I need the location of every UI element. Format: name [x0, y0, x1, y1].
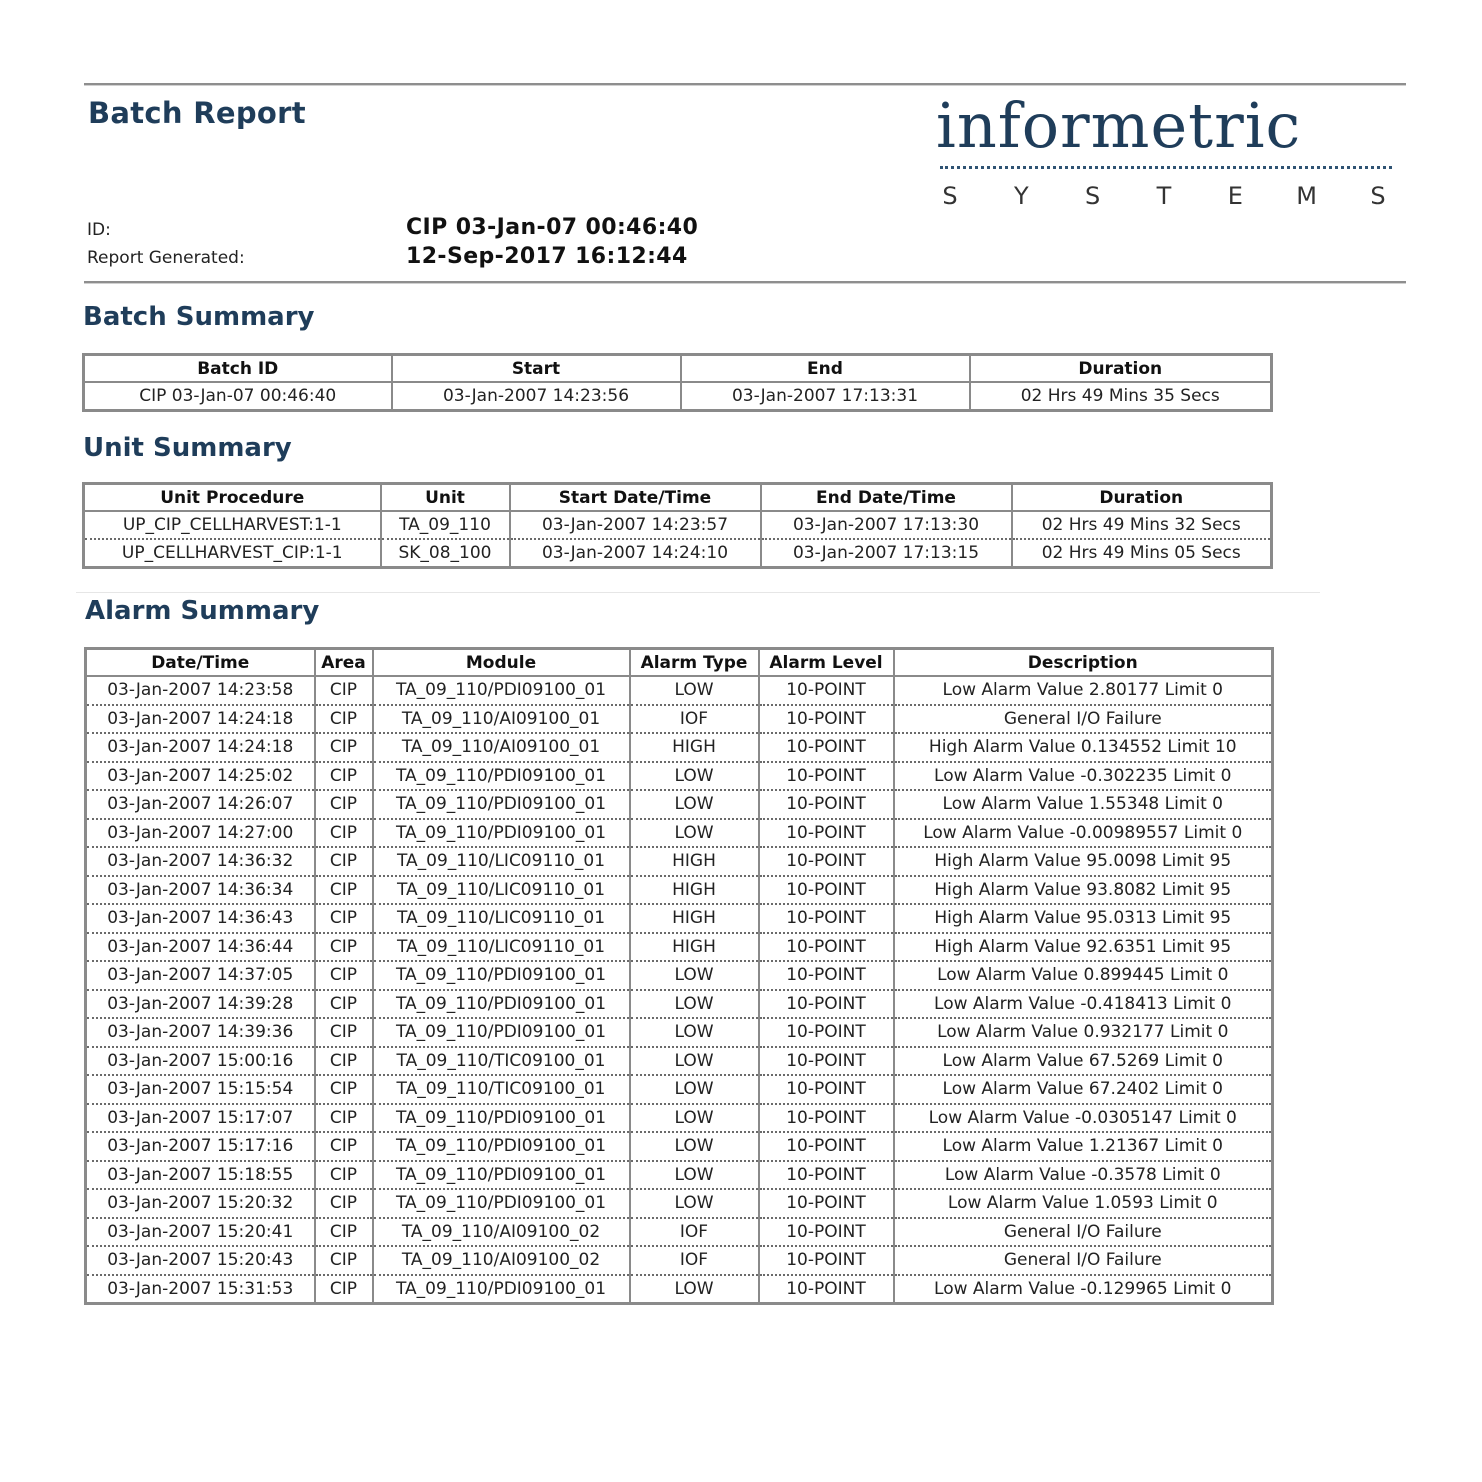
header-top-rule [84, 83, 1406, 85]
alarm-cell: Low Alarm Value -0.0305147 Limit 0 [894, 1104, 1273, 1133]
alarm-column-header: Description [894, 649, 1273, 677]
table-row [86, 1047, 1273, 1076]
alarm-cell: Low Alarm Value 67.5269 Limit 0 [894, 1047, 1273, 1076]
alarm-cell: Low Alarm Value -0.302235 Limit 0 [894, 762, 1273, 791]
alarm-cell: CIP [315, 1104, 373, 1133]
table-row [86, 904, 1273, 933]
alarm-cell: TA_09_110/TIC09100_01 [373, 1047, 630, 1076]
alarm-cell: CIP [315, 1275, 373, 1304]
alarm-cell: HIGH [630, 733, 759, 762]
alarm-cell: HIGH [630, 876, 759, 905]
alarm-cell: CIP [315, 819, 373, 848]
alarm-cell: 03-Jan-2007 15:20:43 [86, 1246, 315, 1275]
logo-letter: S [942, 182, 958, 210]
table-row [86, 847, 1273, 876]
alarm-cell: TA_09_110/PDI09100_01 [373, 1189, 630, 1218]
logo-wordmark: informetric [936, 89, 1302, 162]
alarm-cell: TA_09_110/AI09100_02 [373, 1218, 630, 1247]
alarm-cell: High Alarm Value 0.134552 Limit 10 [894, 733, 1273, 762]
alarm-cell: TA_09_110/LIC09110_01 [373, 847, 630, 876]
alarm-cell: LOW [630, 762, 759, 791]
alarm-cell: CIP [315, 990, 373, 1019]
alarm-cell: TA_09_110/PDI09100_01 [373, 1275, 630, 1304]
table-row [86, 1189, 1273, 1218]
alarm-cell: Low Alarm Value 0.932177 Limit 0 [894, 1018, 1273, 1047]
alarm-summary-title: Alarm Summary [85, 596, 320, 626]
alarm-cell: LOW [630, 990, 759, 1019]
logo-dotted-line [940, 166, 1392, 169]
alarm-cell: CIP [315, 933, 373, 962]
alarm-cell: High Alarm Value 95.0098 Limit 95 [894, 847, 1273, 876]
alarm-cell: 10-POINT [759, 762, 894, 791]
alarm-cell: 03-Jan-2007 14:27:00 [86, 819, 315, 848]
table-row [86, 876, 1273, 905]
alarm-cell: LOW [630, 1189, 759, 1218]
logo-letter: S [1085, 182, 1101, 210]
alarm-cell: TA_09_110/PDI09100_01 [373, 1104, 630, 1133]
alarm-cell: 10-POINT [759, 733, 894, 762]
alarm-cell: 03-Jan-2007 15:17:16 [86, 1132, 315, 1161]
table-row [86, 790, 1273, 819]
table-row [86, 1275, 1273, 1304]
table-row [86, 733, 1273, 762]
alarm-cell: CIP [315, 1246, 373, 1275]
alarm-cell: TA_09_110/PDI09100_01 [373, 676, 630, 705]
alarm-cell: 03-Jan-2007 14:37:05 [86, 961, 315, 990]
alarm-cell: CIP [315, 1018, 373, 1047]
alarm-cell: 10-POINT [759, 1189, 894, 1218]
table-row [84, 511, 1272, 539]
table-row [86, 762, 1273, 791]
logo-subtitle [938, 182, 1390, 210]
unit-cell: 03-Jan-2007 14:23:57 [510, 511, 761, 539]
alarm-cell: 03-Jan-2007 15:00:16 [86, 1047, 315, 1076]
alarm-cell: CIP [315, 1161, 373, 1190]
alarm-column-header: Area [315, 649, 373, 677]
alarm-cell: 03-Jan-2007 15:31:53 [107, 1278, 294, 1299]
header-bottom-rule [84, 281, 1406, 283]
alarm-cell: 03-Jan-2007 14:39:28 [86, 990, 315, 1019]
alarm-cell: TA_09_110/PDI09100_01 [373, 990, 630, 1019]
logo-letter: M [1296, 182, 1317, 210]
unit-summary-table [82, 482, 1273, 569]
alarm-cell: 10-POINT [759, 1075, 894, 1104]
alarm-cell: LOW [630, 790, 759, 819]
unit-column-header: Duration [1012, 484, 1272, 512]
alarm-cell: TA_09_110/PDI09100_01 [373, 819, 630, 848]
alarm-cell: LOW [630, 1275, 759, 1304]
table-row [86, 676, 1273, 705]
alarm-cell: CIP [315, 705, 373, 734]
report-title: Batch Report [88, 96, 306, 130]
alarm-cell: High Alarm Value 92.6351 Limit 95 [894, 933, 1273, 962]
batch-cell: CIP 03-Jan-07 00:46:40 [139, 386, 337, 406]
table-row [86, 990, 1273, 1019]
batch-summary-title: Batch Summary [83, 302, 315, 332]
table-row [86, 1075, 1273, 1104]
logo-letter: E [1227, 182, 1243, 210]
table-row [86, 819, 1273, 848]
alarm-cell: 03-Jan-2007 14:36:44 [86, 933, 315, 962]
alarm-cell: 03-Jan-2007 14:23:58 [86, 676, 315, 705]
alarm-cell: LOW [630, 676, 759, 705]
alarm-cell: CIP [315, 676, 373, 705]
unit-cell: UP_CELLHARVEST_CIP:1-1 [121, 543, 343, 563]
alarm-cell: CIP [315, 876, 373, 905]
unit-column-header: End Date/Time [761, 484, 1012, 512]
alarm-cell: TA_09_110/AI09100_01 [373, 705, 630, 734]
alarm-cell: CIP [315, 904, 373, 933]
alarm-cell: TA_09_110/PDI09100_01 [373, 1018, 630, 1047]
alarm-cell: 10-POINT [759, 819, 894, 848]
alarm-cell: General I/O Failure [894, 1246, 1273, 1275]
alarm-cell: HIGH [630, 847, 759, 876]
unit-cell: UP_CIP_CELLHARVEST:1-1 [84, 511, 381, 539]
alarm-column-header: Alarm Level [759, 649, 894, 677]
alarm-header-row [86, 649, 1273, 677]
alarm-cell: Low Alarm Value -0.3578 Limit 0 [894, 1161, 1273, 1190]
alarm-cell: LOW [630, 1075, 759, 1104]
alarm-cell: IOF [630, 1246, 759, 1275]
alarm-cell: 10-POINT [759, 1246, 894, 1275]
table-row [86, 1104, 1273, 1133]
alarm-cell: CIP [315, 733, 373, 762]
alarm-cell: LOW [630, 1104, 759, 1133]
batch-column-header: Batch ID [84, 355, 392, 383]
alarm-column-header: Alarm Type [630, 649, 759, 677]
batch-column-header: Duration [970, 355, 1272, 383]
alarm-cell: Low Alarm Value 2.80177 Limit 0 [894, 676, 1273, 705]
batch-column-header: End [681, 355, 970, 383]
batch-cell: 02 Hrs 49 Mins 35 Secs [970, 382, 1272, 411]
report-generated-value: 12-Sep-2017 16:12:44 [406, 244, 688, 269]
alarm-cell: CIP [315, 1132, 373, 1161]
alarm-summary-table [84, 647, 1274, 1305]
alarm-cell: LOW [630, 961, 759, 990]
alarm-cell: 03-Jan-2007 15:18:55 [86, 1161, 315, 1190]
unit-header-row [84, 484, 1272, 512]
logo-letter: S [1370, 182, 1386, 210]
alarm-column-header: Module [373, 649, 630, 677]
alarm-cell: 10-POINT [759, 1104, 894, 1133]
table-row [86, 705, 1273, 734]
alarm-cell: IOF [630, 1218, 759, 1247]
alarm-cell: 10-POINT [759, 1047, 894, 1076]
alarm-cell: 03-Jan-2007 15:20:41 [86, 1218, 315, 1247]
alarm-cell: TA_09_110/PDI09100_01 [373, 762, 630, 791]
alarm-cell: 10-POINT [759, 876, 894, 905]
alarm-cell: CIP [315, 1047, 373, 1076]
alarm-cell: Low Alarm Value 1.0593 Limit 0 [894, 1189, 1273, 1218]
id-value: CIP 03-Jan-07 00:46:40 [406, 215, 699, 240]
alarm-cell: 03-Jan-2007 14:24:18 [86, 705, 315, 734]
batch-summary-table [82, 353, 1273, 412]
alarm-cell: CIP [315, 1075, 373, 1104]
table-row [86, 1018, 1273, 1047]
alarm-cell: CIP [315, 762, 373, 791]
alarm-cell: 10-POINT [759, 961, 894, 990]
alarm-cell: TA_09_110/LIC09110_01 [373, 933, 630, 962]
alarm-cell: LOW [630, 1018, 759, 1047]
alarm-cell: 03-Jan-2007 14:36:43 [86, 904, 315, 933]
alarm-cell: Low Alarm Value 1.55348 Limit 0 [894, 790, 1273, 819]
alarm-cell: TA_09_110/AI09100_01 [373, 733, 630, 762]
alarm-cell: 03-Jan-2007 15:15:54 [86, 1075, 315, 1104]
table-row [84, 539, 1272, 568]
alarm-cell: IOF [630, 705, 759, 734]
alarm-cell: TA_09_110/PDI09100_01 [373, 1132, 630, 1161]
logo-letter: Y [1013, 182, 1029, 210]
alarm-cell: 10-POINT [759, 1161, 894, 1190]
alarm-cell: 10-POINT [759, 904, 894, 933]
alarm-cell: 10-POINT [759, 790, 894, 819]
alarm-cell: LOW [630, 1161, 759, 1190]
table-row [86, 1161, 1273, 1190]
table-row [84, 382, 1272, 411]
alarm-cell: 10-POINT [759, 933, 894, 962]
alarm-cell: High Alarm Value 95.0313 Limit 95 [894, 904, 1273, 933]
alarm-cell: LOW [630, 819, 759, 848]
table-row [86, 1132, 1273, 1161]
alarm-cell: 10-POINT [759, 847, 894, 876]
alarm-cell: High Alarm Value 93.8082 Limit 95 [894, 876, 1273, 905]
alarm-cell: 10-POINT [759, 1218, 894, 1247]
batch-column-header: Start [392, 355, 681, 383]
logo-letter: T [1156, 182, 1172, 210]
informetric-logo [936, 86, 1396, 216]
unit-cell: 03-Jan-2007 17:13:15 [761, 539, 1012, 568]
batch-header-row [84, 355, 1272, 383]
batch-cell: 03-Jan-2007 17:13:31 [681, 382, 970, 411]
alarm-cell: 03-Jan-2007 14:36:34 [86, 876, 315, 905]
alarm-cell: CIP [315, 1189, 373, 1218]
alarm-cell: 03-Jan-2007 14:26:07 [86, 790, 315, 819]
alarm-column-header: Date/Time [86, 649, 315, 677]
id-label: ID: [87, 220, 111, 240]
alarm-cell: HIGH [630, 904, 759, 933]
alarm-cell: TA_09_110/PDI09100_01 [373, 790, 630, 819]
table-row [86, 961, 1273, 990]
table-row [86, 933, 1273, 962]
alarm-cell: TA_09_110/LIC09110_01 [373, 904, 630, 933]
unit-summary-title: Unit Summary [83, 433, 292, 463]
alarm-cell: 03-Jan-2007 15:20:32 [86, 1189, 315, 1218]
report-generated-label: Report Generated: [87, 248, 245, 268]
alarm-cell: 03-Jan-2007 15:17:07 [86, 1104, 315, 1133]
alarm-cell: CIP [315, 1218, 373, 1247]
alarm-cell: Low Alarm Value 0.899445 Limit 0 [894, 961, 1273, 990]
unit-cell: TA_09_110 [381, 511, 510, 539]
alarm-cell: 10-POINT [759, 990, 894, 1019]
table-row [86, 1218, 1273, 1247]
alarm-cell: TA_09_110/AI09100_02 [373, 1246, 630, 1275]
unit-cell: 03-Jan-2007 17:13:30 [761, 511, 1012, 539]
unit-cell: 03-Jan-2007 14:24:10 [510, 539, 761, 568]
alarm-cell: 10-POINT [759, 1275, 894, 1304]
alarm-cell: Low Alarm Value 1.21367 Limit 0 [894, 1132, 1273, 1161]
batch-cell: 03-Jan-2007 14:23:56 [392, 382, 681, 411]
unit-cell: 02 Hrs 49 Mins 05 Secs [1012, 539, 1272, 568]
alarm-cell: HIGH [630, 933, 759, 962]
alarm-cell: 10-POINT [759, 676, 894, 705]
table-row [86, 1246, 1273, 1275]
alarm-cell: Low Alarm Value -0.129965 Limit 0 [894, 1275, 1273, 1304]
alarm-cell: General I/O Failure [894, 705, 1273, 734]
alarm-cell: LOW [630, 1132, 759, 1161]
alarm-cell: CIP [315, 790, 373, 819]
alarm-cell: 10-POINT [759, 1018, 894, 1047]
alarm-cell: Low Alarm Value -0.418413 Limit 0 [894, 990, 1273, 1019]
alarm-cell: TA_09_110/PDI09100_01 [373, 961, 630, 990]
alarm-cell: 03-Jan-2007 14:39:36 [86, 1018, 315, 1047]
section-divider [76, 592, 1320, 593]
alarm-cell: General I/O Failure [894, 1218, 1273, 1247]
alarm-cell: LOW [630, 1047, 759, 1076]
alarm-cell: CIP [315, 961, 373, 990]
alarm-cell: 03-Jan-2007 14:36:32 [86, 847, 315, 876]
alarm-cell: TA_09_110/TIC09100_01 [373, 1075, 630, 1104]
unit-cell: SK_08_100 [381, 539, 510, 568]
alarm-cell: Low Alarm Value 67.2402 Limit 0 [894, 1075, 1273, 1104]
alarm-cell: 03-Jan-2007 14:24:18 [86, 733, 315, 762]
alarm-cell: CIP [315, 847, 373, 876]
alarm-cell: 10-POINT [759, 705, 894, 734]
unit-column-header: Start Date/Time [510, 484, 761, 512]
unit-column-header: Unit [381, 484, 510, 512]
alarm-cell: 03-Jan-2007 14:25:02 [86, 762, 315, 791]
alarm-cell: 10-POINT [759, 1132, 894, 1161]
alarm-cell: TA_09_110/LIC09110_01 [373, 876, 630, 905]
alarm-cell: TA_09_110/PDI09100_01 [373, 1161, 630, 1190]
alarm-cell: Low Alarm Value -0.00989557 Limit 0 [894, 819, 1273, 848]
unit-column-header: Unit Procedure [84, 484, 381, 512]
unit-cell: 02 Hrs 49 Mins 32 Secs [1012, 511, 1272, 539]
